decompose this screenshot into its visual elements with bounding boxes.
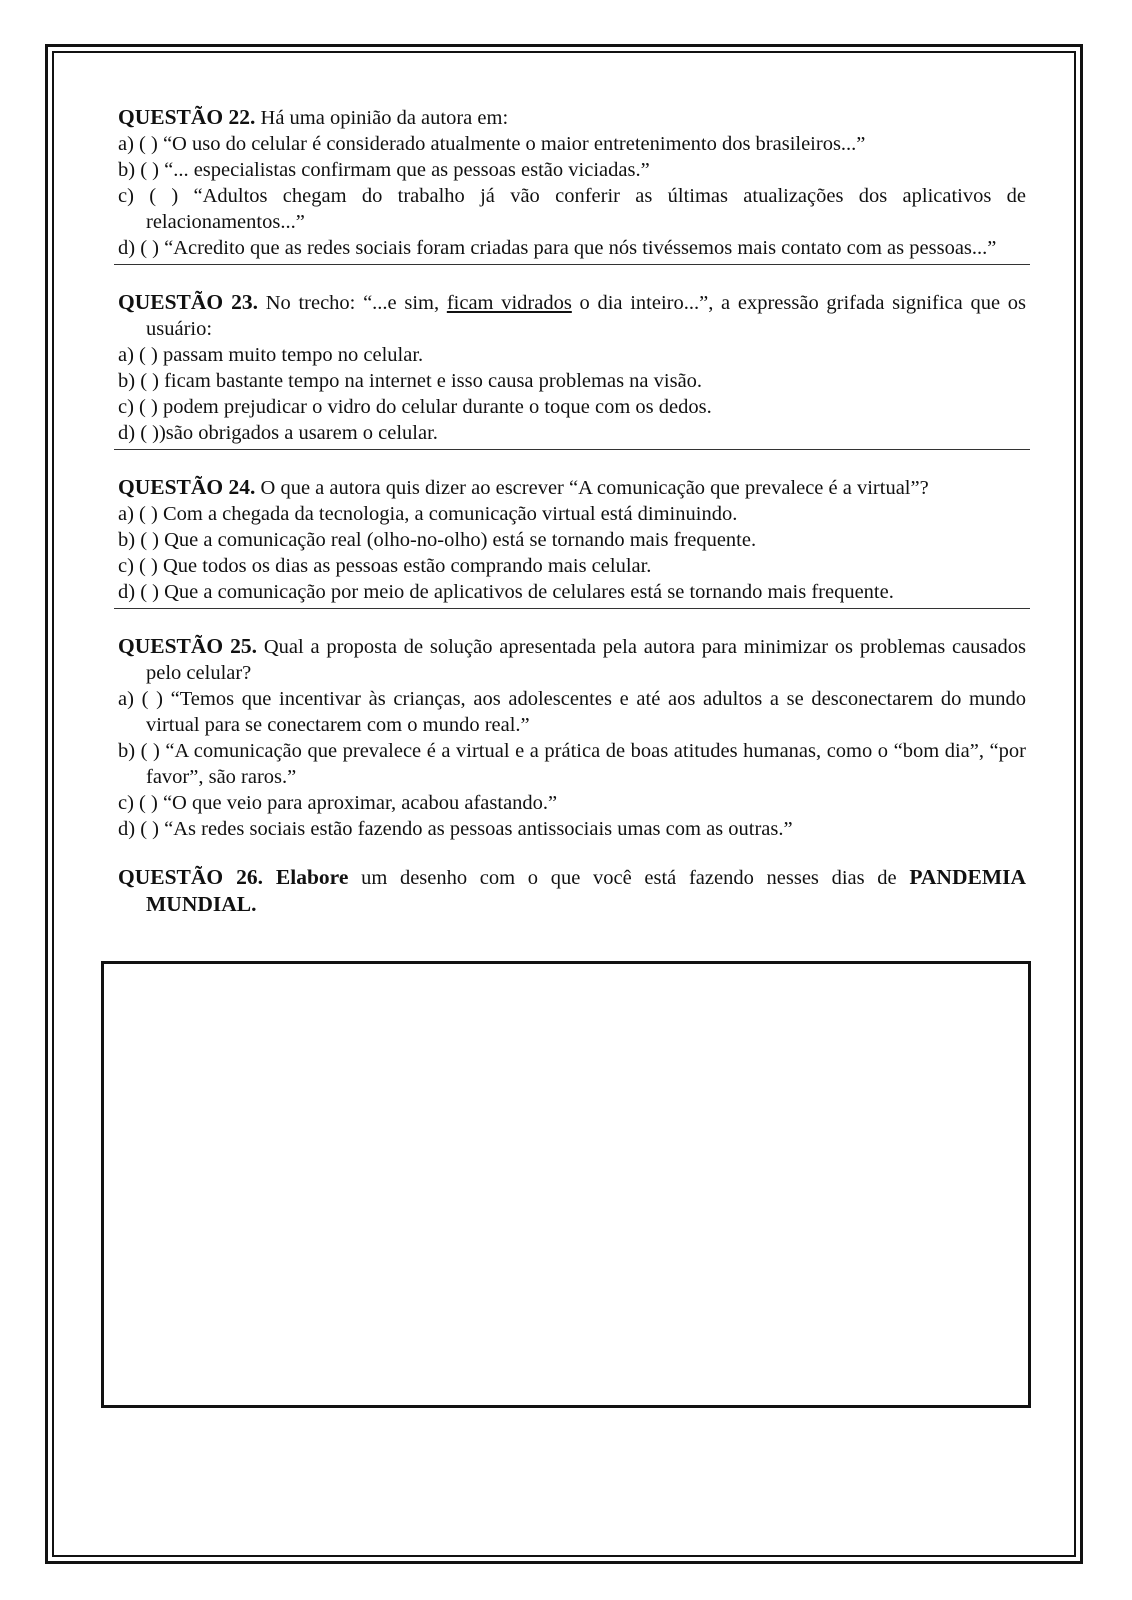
- question-24-label: QUESTÃO 24.: [118, 475, 256, 499]
- question-26: [118, 864, 1026, 918]
- question-22-text: Há uma opinião da autora em:: [255, 107, 509, 129]
- question-23-text-before: No trecho: “...e sim,: [257, 292, 447, 314]
- question-24: [118, 474, 1026, 609]
- question-23-title: [118, 289, 1026, 342]
- question-24-option-a[interactable]: a) ( ) Com a chegada da tecnologia, a comunicação virtual está diminuindo.: [118, 503, 738, 525]
- question-26-bold-word: Elabore: [262, 865, 349, 889]
- question-25-option-b[interactable]: b) ( ) “A comunicação que prevalece é a virtual e a prática de boas atitudes humanas, como o “bom dia”, “por favor”, são raros.”: [118, 740, 1026, 788]
- question-25: [118, 633, 1026, 842]
- drawing-area[interactable]: [101, 961, 1031, 1408]
- question-26-title: [118, 864, 1026, 918]
- divider: [114, 608, 1030, 609]
- question-23-option-c[interactable]: c) ( ) podem prejudicar o vidro do celular durante o toque com os dedos.: [118, 396, 712, 418]
- question-26-bold-end: PANDEMIA MUNDIAL.: [146, 865, 1027, 916]
- question-22-option-b[interactable]: b) ( ) “... especialistas confirmam que as pessoas estão viciadas.”: [118, 159, 650, 181]
- question-23-text-after: o dia inteiro...”, a expressão grifada significa que os usuário:: [146, 292, 1027, 340]
- divider: [114, 449, 1030, 450]
- question-22-option-d[interactable]: d) ( ) “Acredito que as redes sociais foram criadas para que nós tivéssemos mais contato com as pessoas...”: [118, 237, 997, 259]
- question-24-option-b[interactable]: b) ( ) Que a comunicação real (olho-no-olho) está se tornando mais frequente.: [118, 529, 757, 551]
- question-22-option-c[interactable]: c) ( ) “Adultos chegam do trabalho já vão conferir as últimas atualizações dos aplicativos de relacionamentos...”: [118, 185, 1026, 233]
- question-24-title: [118, 474, 1026, 501]
- question-25-option-a[interactable]: a) ( ) “Temos que incentivar às crianças, aos adolescentes e até aos adultos a se desconectarem do mundo virtual para se conectarem com o mundo real.”: [118, 688, 1026, 736]
- question-23-underlined-expression: ficam vidrados: [446, 292, 572, 314]
- question-25-option-d[interactable]: d) ( ) “As redes sociais estão fazendo as pessoas antissociais umas com as outras.”: [118, 818, 793, 840]
- question-22-title: [118, 104, 1026, 131]
- question-23: [118, 289, 1026, 450]
- question-23-option-d[interactable]: d) ( ))são obrigados a usarem o celular.: [118, 422, 438, 444]
- question-26-text: um desenho com o que você está fazendo nesses dias de: [348, 867, 910, 889]
- question-24-text: O que a autora quis dizer ao escrever “A comunicação que prevalece é a virtual”?: [255, 477, 929, 499]
- question-sheet: [118, 104, 1026, 918]
- question-24-option-d[interactable]: d) ( ) Que a comunicação por meio de aplicativos de celulares está se tornando mais frequente.: [118, 581, 894, 603]
- question-23-option-b[interactable]: b) ( ) ficam bastante tempo na internet e isso causa problemas na visão.: [118, 370, 703, 392]
- question-25-label: QUESTÃO 25.: [118, 634, 258, 658]
- question-25-title: [118, 633, 1026, 686]
- question-26-label: QUESTÃO 26.: [118, 865, 263, 889]
- divider: [114, 264, 1030, 265]
- question-24-option-c[interactable]: c) ( ) Que todos os dias as pessoas estão comprando mais celular.: [118, 555, 652, 577]
- question-22-label: QUESTÃO 22.: [118, 105, 256, 129]
- question-25-text: Qual a proposta de solução apresentada pela autora para minimizar os problemas causados pelo celular?: [146, 636, 1026, 684]
- question-22: [118, 104, 1026, 265]
- question-23-option-a[interactable]: a) ( ) passam muito tempo no celular.: [118, 344, 424, 366]
- question-23-label: QUESTÃO 23.: [118, 290, 258, 314]
- question-25-option-c[interactable]: c) ( ) “O que veio para aproximar, acabou afastando.”: [118, 792, 558, 814]
- question-22-option-a[interactable]: a) ( ) “O uso do celular é considerado atualmente o maior entretenimento dos brasileiros...”: [118, 133, 866, 155]
